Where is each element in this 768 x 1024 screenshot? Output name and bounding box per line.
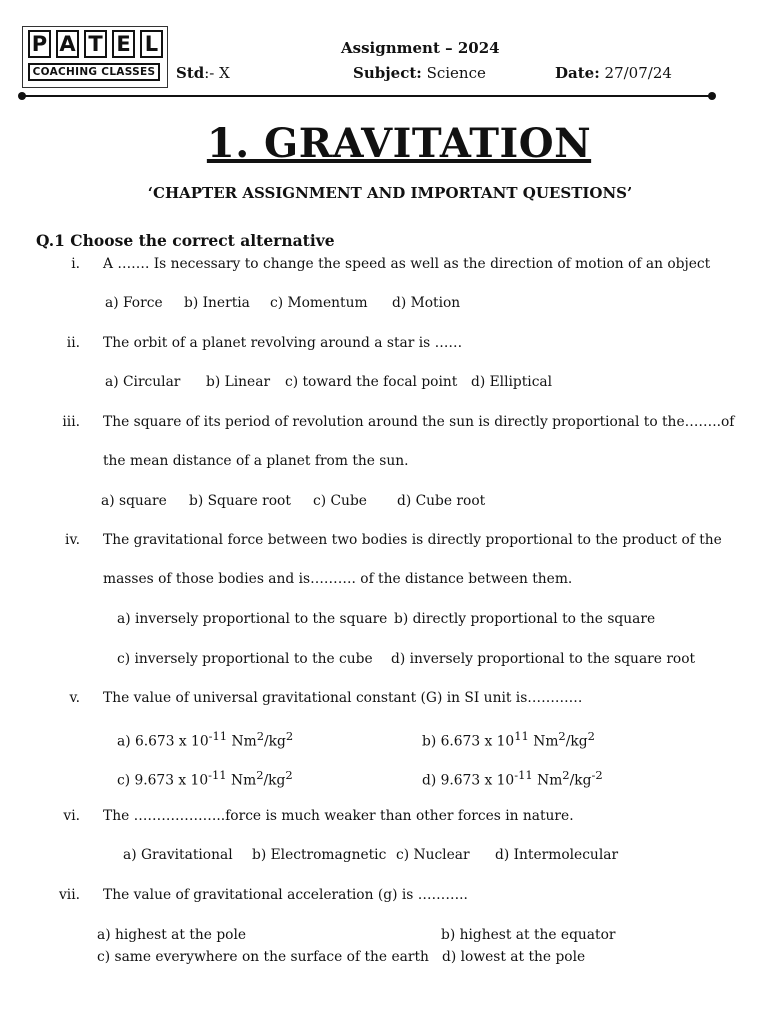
option: d) Elliptical xyxy=(471,374,553,390)
question-text: The value of gravitational acceleration (g) is ……….. xyxy=(103,887,468,903)
question-number: iv. xyxy=(65,532,80,548)
question-text: the mean distance of a planet from the sun. xyxy=(103,453,409,469)
chapter-subtitle: ‘CHAPTER ASSIGNMENT AND IMPORTANT QUESTIONS’ xyxy=(147,184,633,202)
option: a) square xyxy=(101,493,167,509)
option: b) Linear xyxy=(206,374,271,390)
option: c) same everywhere on the surface of the earth xyxy=(97,949,429,965)
date-field xyxy=(555,64,672,82)
option: c) Nuclear xyxy=(396,847,470,863)
option: b) Inertia xyxy=(184,295,250,311)
option: c) Momentum xyxy=(270,295,368,311)
logo-letter: E xyxy=(112,30,135,58)
option: d) Cube root xyxy=(397,493,486,509)
divider-left-dot xyxy=(18,92,26,100)
question-text: masses of those bodies and is………. of the distance between them. xyxy=(103,571,573,587)
option: c) toward the focal point xyxy=(285,374,458,390)
option: b) Square root xyxy=(189,493,291,509)
question-number: iii. xyxy=(62,414,80,430)
logo-letter: P xyxy=(28,30,51,58)
option: c) Cube xyxy=(313,493,367,509)
option: d) inversely proportional to the square root xyxy=(391,651,696,667)
divider-right-dot xyxy=(708,92,716,100)
option: c) 9.673 x $10^{-11}$ $Nm^2/kg^2$ xyxy=(117,768,293,789)
question-number: vi. xyxy=(63,808,80,824)
std-label: Std xyxy=(176,64,205,82)
option: d) lowest at the pole xyxy=(442,949,586,965)
question-text: The square of its period of revolution around the sun is directly proportional to the……..of xyxy=(103,414,735,430)
logo-letter: L xyxy=(140,30,163,58)
std-field xyxy=(176,64,230,82)
option: d) 9.673 x $10^{-11}$ $Nm^2/kg^{-2}$ xyxy=(422,768,603,789)
question-text: The gravitational force between two bodies is directly proportional to the product of the xyxy=(103,532,722,548)
subject-value: Science xyxy=(426,64,486,82)
header-divider xyxy=(22,95,714,97)
question-text: The value of universal gravitational constant (G) in SI unit is………… xyxy=(103,690,583,706)
question-number: vii. xyxy=(58,887,80,903)
question-text: A ……. Is necessary to change the speed as well as the direction of motion of an object xyxy=(103,256,711,272)
option: b) 6.673 x $10^{11}$ $Nm^2/kg^2$ xyxy=(422,729,595,750)
question-number: ii. xyxy=(66,335,80,351)
logo-letter: A xyxy=(56,30,79,58)
option: a) inversely proportional to the square xyxy=(117,611,388,627)
option: a) Force xyxy=(105,295,163,311)
option: a) 6.673 x $10^{-11}$ $Nm^2/kg^2$ xyxy=(117,729,294,750)
option: c) inversely proportional to the cube xyxy=(117,651,373,667)
question-number: v. xyxy=(69,690,80,706)
option: d) Intermolecular xyxy=(495,847,619,863)
subject-field xyxy=(353,64,486,82)
option: a) highest at the pole xyxy=(97,927,247,943)
logo-subtitle: COACHING CLASSES xyxy=(28,63,160,81)
section-heading: Q.1 Choose the correct alternative xyxy=(36,231,335,250)
logo-letter: T xyxy=(84,30,107,58)
std-value: :- X xyxy=(204,64,230,82)
date-value: 27/07/24 xyxy=(604,64,672,82)
date-label: Date: xyxy=(555,64,600,82)
option: d) Motion xyxy=(392,295,461,311)
question-text: The orbit of a planet revolving around a star is …… xyxy=(103,335,463,351)
question-number: i. xyxy=(71,256,80,272)
logo-letters xyxy=(28,30,163,58)
coaching-logo xyxy=(22,26,168,88)
option: b) directly proportional to the square xyxy=(394,611,656,627)
option: a) Gravitational xyxy=(123,847,233,863)
option: b) Electromagnetic xyxy=(252,847,387,863)
option: b) highest at the equator xyxy=(441,927,616,943)
subject-label: Subject: xyxy=(353,64,422,82)
option: a) Circular xyxy=(105,374,181,390)
question-text: The ………………..force is much weaker than other forces in nature. xyxy=(103,808,574,824)
assignment-year: Assignment – 2024 xyxy=(341,39,500,57)
chapter-title: 1. GRAVITATION xyxy=(206,120,592,167)
